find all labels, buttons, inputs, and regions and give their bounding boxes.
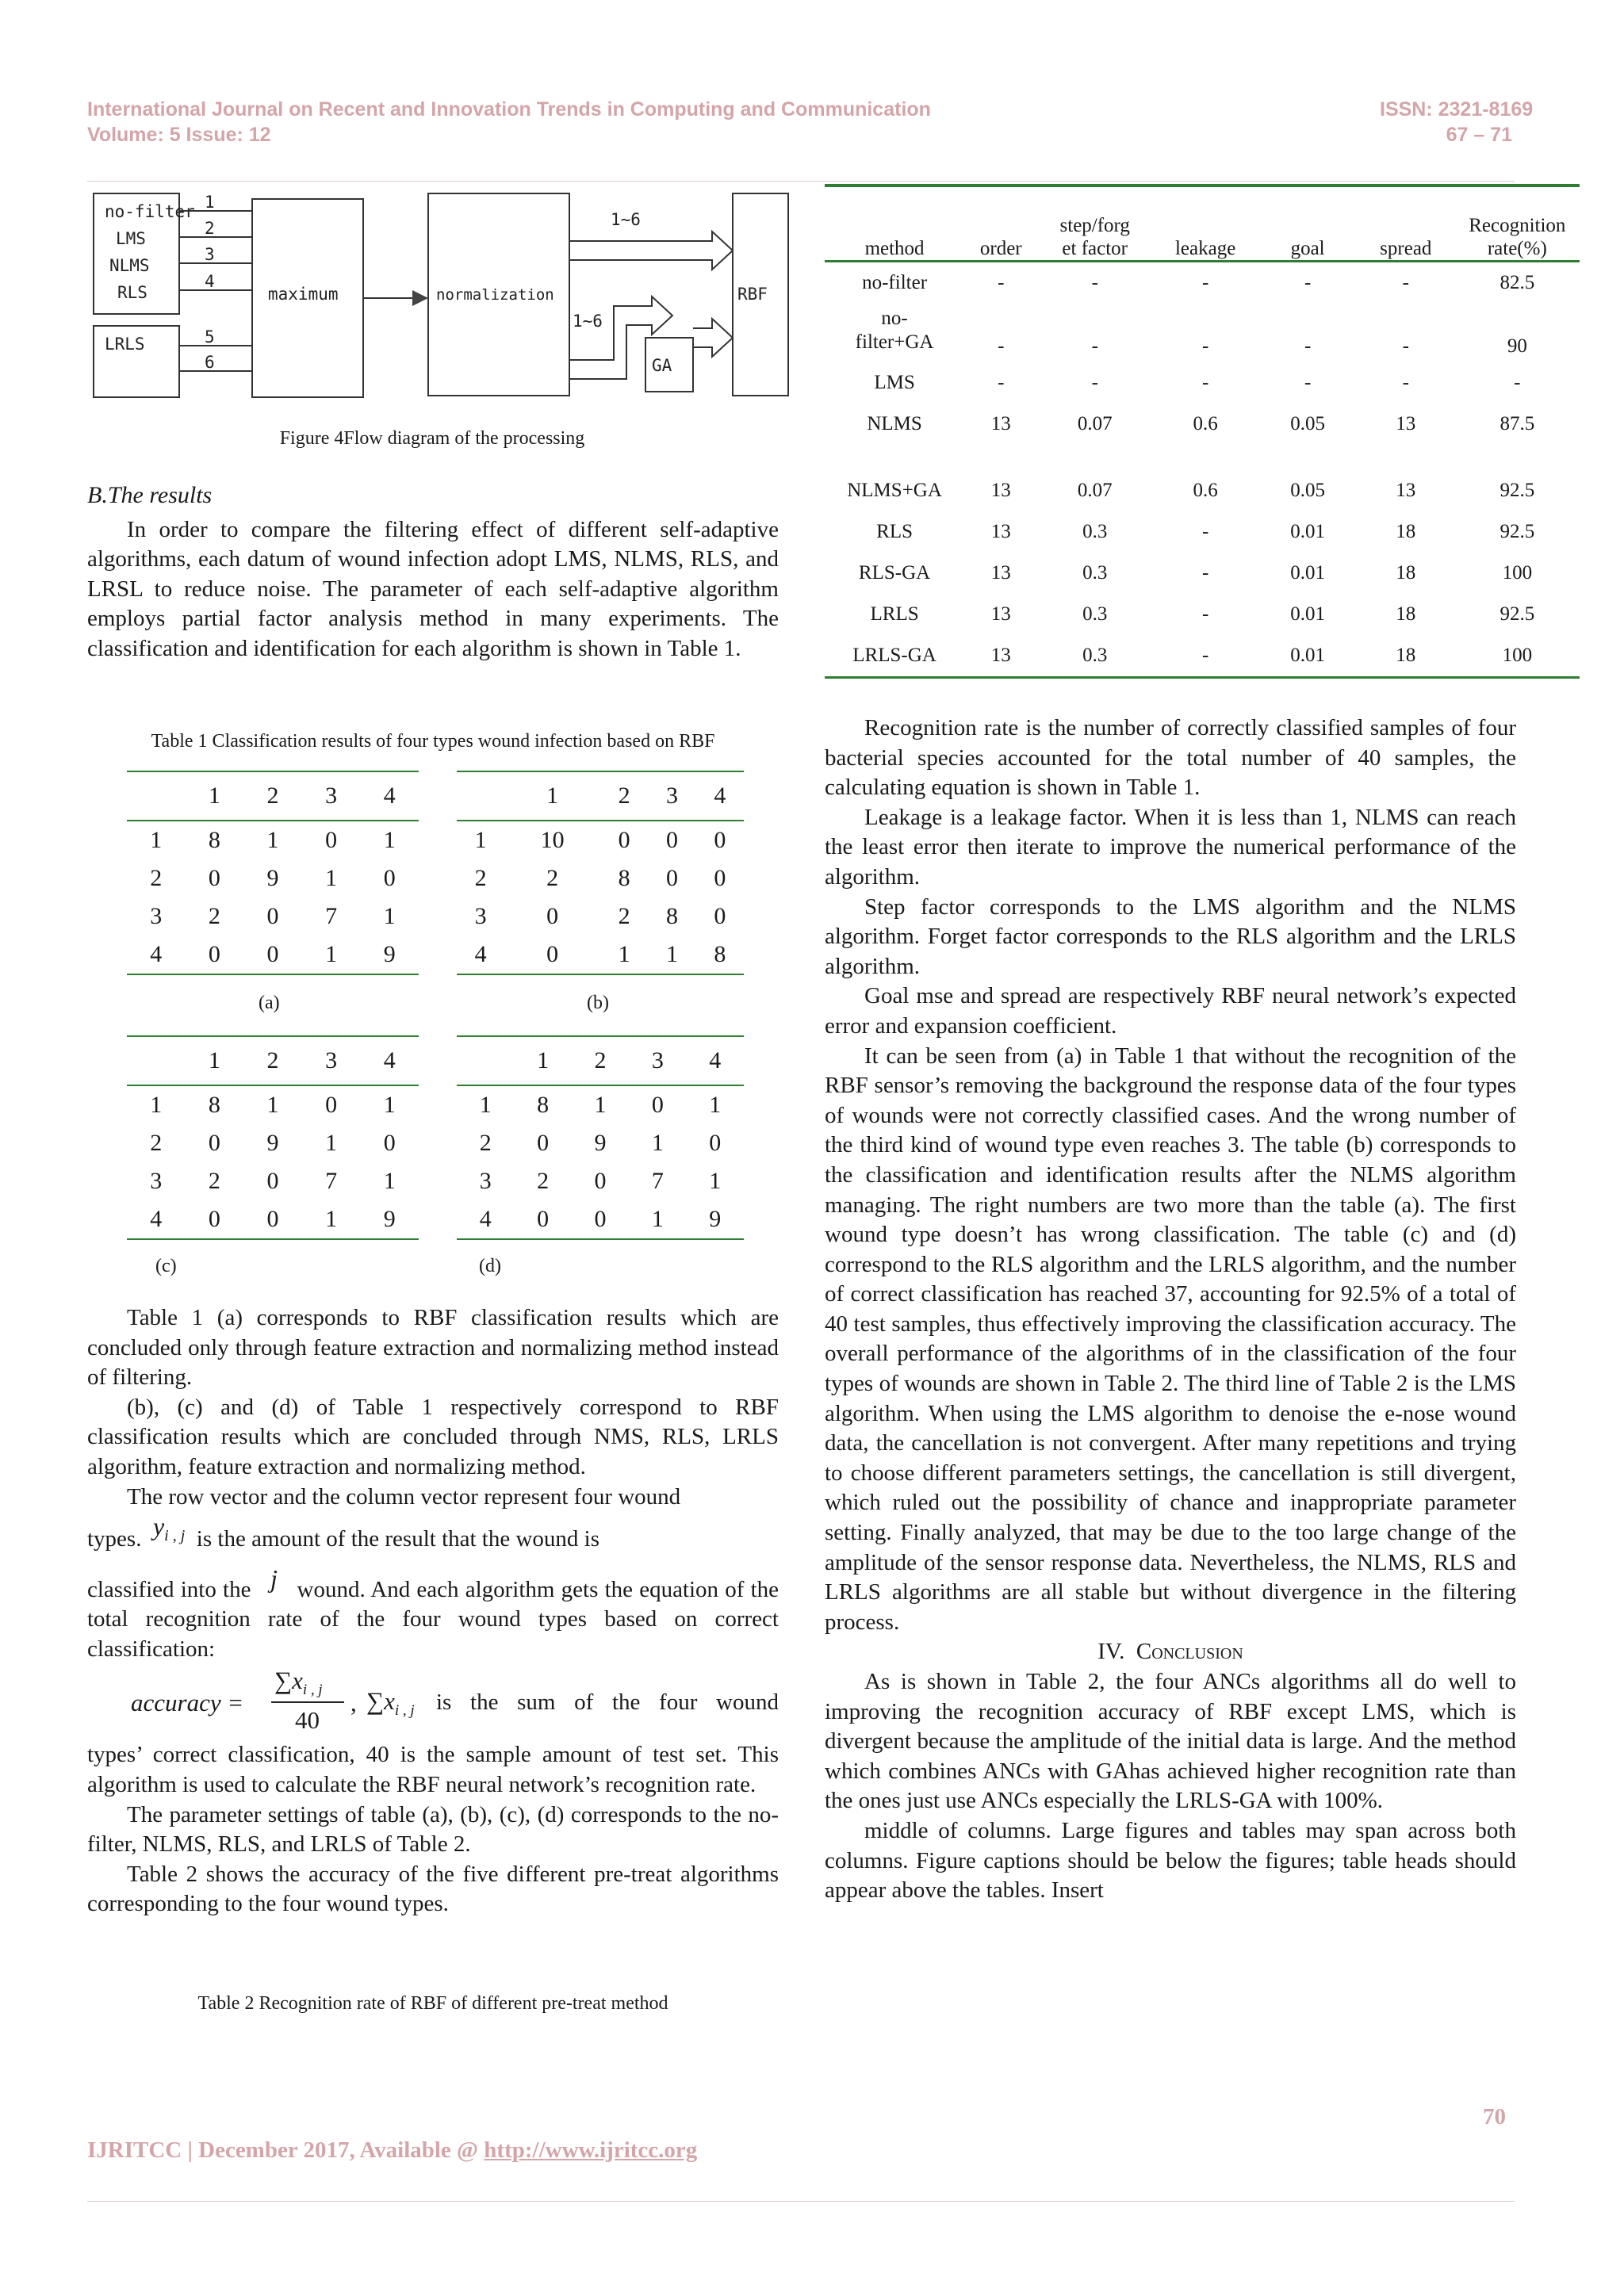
footer-link[interactable]: http://www.ijritcc.org (484, 2137, 698, 2163)
col-order: order (964, 186, 1037, 262)
table2-intro: Table 2 shows the accuracy of the five different pre-treat algorithms corresponding to the four wound types. (87, 1861, 779, 1917)
flow-diagram (87, 187, 793, 409)
normalization-label: normalization (436, 286, 554, 304)
maximum-label: maximum (268, 285, 339, 304)
num-6: 6 (205, 353, 215, 372)
col-recognition: Recognition rate(%) (1455, 186, 1580, 262)
label-lrls: LRLS (105, 335, 145, 354)
table1a: 1 2 3 4 1 8 1 0 1 2 0 9 1 0 3 2 0 7 1 4 0 0 1 9 (127, 771, 419, 975)
footer-text: IJRITCC | December 2017, Available @ http://www.ijritcc.org (87, 2137, 698, 2163)
issn: ISSN: 2321-8169 (1380, 98, 1534, 121)
col-goal: goal (1258, 186, 1357, 262)
table2 (825, 184, 1580, 679)
num-4: 4 (205, 272, 215, 291)
table1b-label: (b) (587, 993, 609, 1013)
volume-issue: Volume: 5 Issue: 12 (87, 124, 271, 146)
left-column-top (87, 480, 779, 664)
table-row: NLMS 13 0.07 0.6 0.05 13 87.5 (867, 413, 1535, 434)
num-1: 1 (205, 193, 215, 212)
header-rule (87, 181, 1515, 182)
num-2: 2 (205, 219, 215, 238)
figure4-caption: Figure 4Flow diagram of the processing (279, 428, 585, 449)
table1c-label: (c) (155, 1256, 177, 1276)
table-row: LRLS 13 0.3 - 0.01 18 92.5 (870, 603, 1535, 625)
num-3: 3 (205, 245, 215, 264)
range-top: 1~6 (611, 210, 641, 229)
table-row: RLS-GA 13 0.3 - 0.01 18 100 (858, 562, 1533, 584)
footer-rule (87, 2201, 1515, 2202)
left-column-bottom (87, 1303, 779, 1919)
conclusion-paragraph: As is shown in Table 2, the four ANCs algorithms all do well to improving the recognition accuracy of RBF except LMS, which is divergent because the amplitude of the initial data is large. And the method which combines ANCs with GAhas achieved higher recognition rate than the ones just use ANCs especially the LRLS-GA with 100%. (825, 1669, 1516, 1814)
table2-caption: Table 2 Recognition rate of RBF of different pre-treat method (197, 1993, 668, 2014)
types-line: types. $y_{i , j}$ is the amount of the result that the wound is (87, 1512, 600, 1552)
table-row: no- filter+GA - - - - - 90 (855, 308, 1527, 357)
journal-title: International Journal on Recent and Innovation Trends in Computing and Communication (87, 98, 931, 121)
table1-explain-bcd: (b), (c) and (d) of Table 1 respectively correspond to RBF classification results which are concluded through NMS, RLS, LRLS algorithm, feature extraction and normalizing method. (87, 1394, 779, 1479)
table-row: no-filter - - - - - 82.5 (825, 262, 1580, 304)
col-method: method (825, 186, 964, 262)
rbf-label: RBF (737, 285, 768, 304)
table1c: 1 2 3 4 1 8 1 0 1 2 0 9 1 0 3 2 0 7 1 4 0 0 1 9 (127, 1035, 419, 1240)
classified-line: classified into the j wound. And each algorithm gets the equation of the total recognition rate of the four wound types based on correct classification: (87, 1563, 779, 1662)
page-number: 70 (1483, 2104, 1506, 2130)
section-title: B.The results (87, 482, 213, 508)
page-range: 67 – 71 (1446, 124, 1512, 146)
template-residue: middle of columns. Large figures and tables may span across both columns. Figure captions should be below the figures; table heads should appear above the tables. Insert (825, 1817, 1516, 1904)
conclusion-heading: IV. Conclusion (1097, 1639, 1243, 1665)
col-step: step/forg et factor (1037, 186, 1152, 262)
step-factor-explain: Step factor corresponds to the LMS algorithm and the NLMS algorithm. Forget factor corresponds to the RLS algorithm and the LRLS algorithm. (825, 894, 1516, 979)
table1b: 1 2 3 4 1 10 0 0 0 2 2 8 0 0 3 0 2 8 0 4 0 1 1 8 (457, 771, 744, 975)
num-5: 5 (205, 327, 215, 346)
col-leakage: leakage (1152, 186, 1258, 262)
label-rls: RLS (117, 283, 147, 302)
col-spread: spread (1357, 186, 1455, 262)
recognition-rate-explain: Recognition rate is the number of correctly classified samples of four bacterial species accounted for the total number of 40 samples, the calculating equation is shown in Table 1. (825, 715, 1516, 801)
accuracy-explain: types’ correct classification, 40 is the sample amount of test set. This algorithm is used to calculate the RBF neural network’s recognition rate. (87, 1742, 779, 1797)
table1-explain-a: Table 1 (a) corresponds to RBF classification results which are concluded only through feature extraction and normalizing method instead of filtering. (87, 1305, 779, 1391)
table-row: LMS - - - - - - (874, 372, 1521, 393)
table1-caption: Table 1 Classification results of four types wound infection based on RBF (151, 731, 715, 752)
accuracy-equation: accuracy = $\sum x_{i , j}$ 40 , $\sum x_{i , j}$ is the sum of the four wound (131, 1667, 779, 1735)
table-row: RLS 13 0.3 - 0.01 18 92.5 (876, 521, 1535, 542)
table-row: LRLS-GA 13 0.3 - 0.01 18 100 (825, 635, 1580, 678)
label-nlms: NLMS (109, 256, 150, 275)
table-row: NLMS+GA 13 0.07 0.6 0.05 13 92.5 (847, 480, 1535, 501)
leakage-explain: Leakage is a leakage factor. When it is less than 1, NLMS can reach the least error then iterate to improve the numerical performance of the algorithm. (825, 804, 1516, 890)
goal-spread-explain: Goal mse and spread are respectively RBF neural network’s expected error and expansion coefficient. (825, 983, 1516, 1039)
table1d: 1 2 3 4 1 8 1 0 1 2 0 9 1 0 3 2 0 7 1 4 0 0 1 9 (457, 1035, 744, 1240)
table1a-label: (a) (259, 993, 280, 1013)
table1d-label: (d) (479, 1256, 501, 1276)
parameter-settings: The parameter settings of table (a), (b), (c), (d) corresponds to the no-filter, NLMS, RLS, and LRLS of Table 2. (87, 1801, 779, 1858)
analysis-paragraph: It can be seen from (a) in Table 1 that without the recognition of the RBF sensor’s removing the background the response data of the four types of wounds were not correctly classified cases. And the wrong number of the third kind of wound type even reaches 3. The table (b) corresponds to the classification and identification results after the NLMS algorithm managing. The right numbers are two more than the table (a). The first wound type doesn’t has wrong classification. The table (c) and (d) correspond to the RLS algorithm and the LRLS algorithm, and the number of correct classification has reached 37, accounting for 92.5% of a total of 40 test samples, thus effectively improving the classification accuracy. The overall performance of the algorithms of in the classification of the four types of wounds are shown in Table 2. The third line of Table 2 is the LMS algorithm. When using the LMS algorithm to denoise the e-nose wound data, the cancellation is not convergent. After many repetitions and trying to choose different parameters settings, the cancellation is still divergent, which ruled out the possibility of chance and inappropriate parameter setting. Finally analyzed, that may be due to the too large change of the amplitude of the sensor response data. Nevertheless, the NLMS, RLS and LRLS algorithms are all stable but without divergence in the filtering process. (825, 1043, 1516, 1635)
label-lms: LMS (116, 229, 146, 248)
row-column-vector: The row vector and the column vector represent four wound (127, 1483, 681, 1510)
range-mid: 1~6 (573, 312, 603, 331)
label-no-filter: no-filter (105, 202, 195, 221)
ga-label: GA (652, 356, 672, 375)
right-column (825, 714, 1516, 1906)
results-paragraph-1: In order to compare the filtering effect of different self-adaptive algorithms, each datum of wound infection adopt LMS, NLMS, RLS, and LRSL to reduce noise. The parameter of each self-adaptive algorithm employs partial factor analysis method in many experiments. The classification and identification for each algorithm is shown in Table 1. (87, 516, 779, 661)
